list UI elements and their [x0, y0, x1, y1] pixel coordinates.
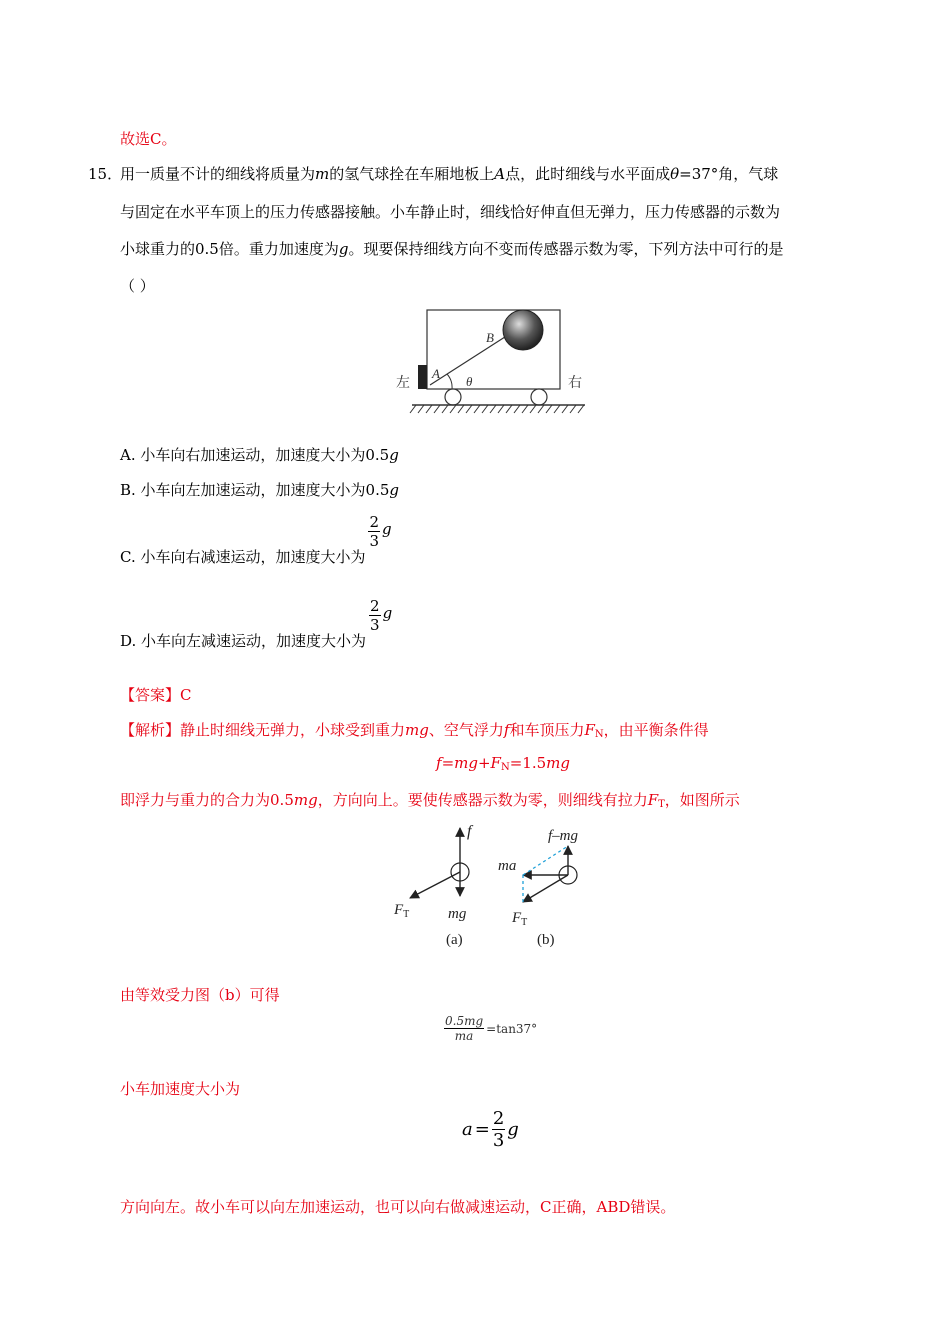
label-point-a: A [432, 366, 440, 381]
analysis-line-1: 【解析】静止时细线无弹力，小球受到重力mg、空气浮力f和车顶压力$F_N$，由平衡条件得 [120, 721, 709, 740]
question-line-2: 与固定在水平车顶上的压力传感器接触。小车静止时，细线恰好伸直但无弹力，压力传感器的示数为 [120, 203, 781, 221]
question-line-3: 小球重力的0.5倍。重力加速度为g。现要保持细线方向不变而传感器示数为零，下列方法中可行的是 [120, 240, 784, 258]
option-b[interactable]: B. 小车向左加速运动，加速度大小为0.5g [120, 481, 400, 499]
angle-arc [447, 374, 452, 389]
analysis-line-2: 即浮力与重力的合力为0.5mg，方向向上。要使传感器示数为零，则细线有拉力$F_T$，如图所示 [120, 791, 740, 810]
answer-paren: （ ） [120, 277, 155, 295]
svg-text:f: f [467, 823, 472, 840]
equation-tan: $\frac{0.5mg}{ma}$ =tan37° [445, 1014, 538, 1043]
label-right: 右 [568, 376, 582, 391]
equation-acceleration: a = $\frac{2}{3}$ g [462, 1108, 519, 1151]
analysis-line-5: 方向向左。故小车可以向左加速运动，也可以向右做减速运动，C正确，ABD错误。 [120, 1198, 676, 1216]
force-diagram-figure [380, 818, 610, 953]
analysis-line-3: 由等效受力图（b）可得 [120, 986, 280, 1004]
anchor-block [418, 365, 427, 389]
equation-balance: $f=mg+F_N=1.5mg$ [436, 754, 570, 773]
svg-text:FT: $F_T$ [512, 910, 528, 928]
svg-text:ma: ma [498, 858, 517, 874]
svg-text:(a): (a) [446, 932, 463, 948]
option-d[interactable]: D. 小车向左减速运动，加速度大小为 $\frac{2}{3}$ g [120, 597, 393, 650]
diagram-b [498, 828, 579, 948]
balloon [503, 310, 543, 350]
label-theta: θ [466, 374, 473, 389]
previous-conclusion: 故选C。 [120, 130, 177, 148]
diagram-a [393, 823, 474, 948]
svg-text:mg: mg [448, 906, 467, 922]
label-point-b: B [486, 330, 494, 345]
question-number: 15． [88, 165, 123, 183]
question-line-1: 用一质量不计的细线将质量为m的氢气球拴在车厢地板上A点，此时细线与水平面成θ=37°角，气球 [120, 165, 779, 183]
svg-text:FT: $F_T$ [394, 902, 410, 920]
svg-text:(b): (b) [537, 932, 555, 948]
answer-line: 【答案】C [120, 686, 192, 704]
wheel-right [531, 389, 547, 405]
wheel-left [445, 389, 461, 405]
option-a[interactable]: A. 小车向右加速运动，加速度大小为0.5g [120, 446, 399, 464]
analysis-line-4: 小车加速度大小为 [120, 1080, 241, 1098]
ground-hatch [410, 405, 584, 413]
label-left: 左 [396, 376, 410, 391]
cart-balloon-figure [390, 300, 600, 425]
svg-text:f–mg: f–mg [548, 828, 578, 844]
option-c[interactable]: C. 小车向右减速运动，加速度大小为 $\frac{2}{3}$ g [120, 513, 392, 566]
